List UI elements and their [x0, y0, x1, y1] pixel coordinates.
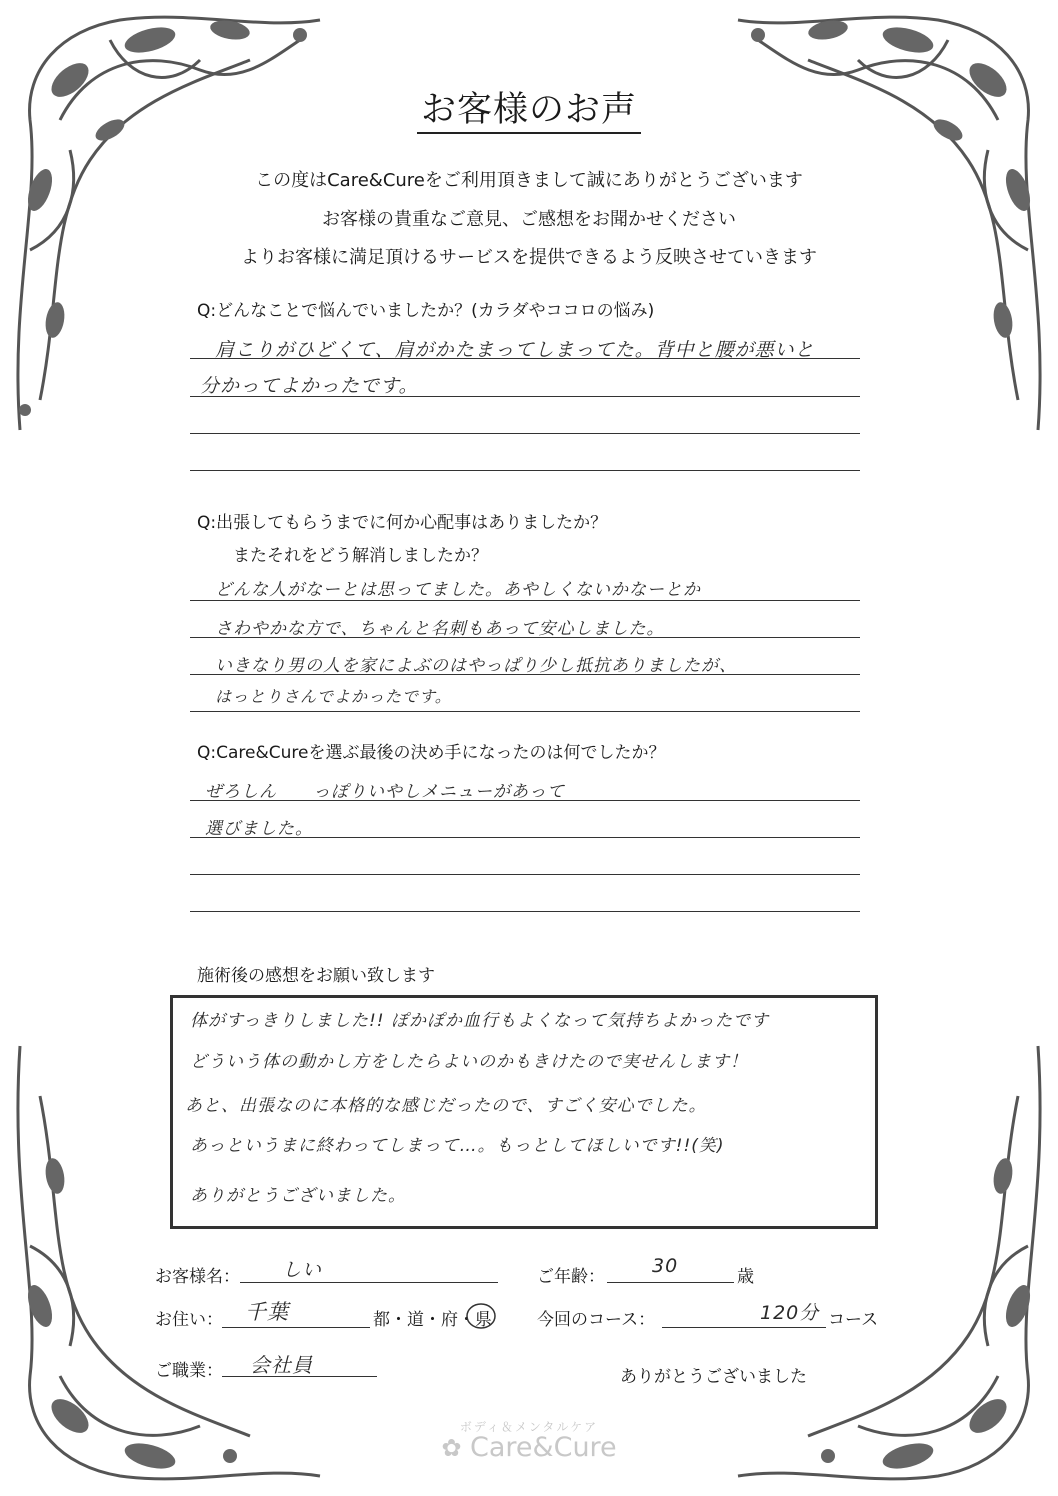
prefecture-suffix: 都・道・府・県: [373, 1310, 492, 1330]
answer-3-line-2: 選びました。: [205, 819, 313, 839]
course-suffix: コース: [828, 1310, 879, 1330]
answer-2-line-4: はっとりさんでよかったです。: [215, 687, 452, 706]
answer-3-line-1: ぜろしん っぽりいやしメニューがあって: [205, 782, 565, 802]
age-unit: 歳: [737, 1267, 754, 1287]
address-underline: [222, 1327, 370, 1328]
job-value: 会社員: [250, 1353, 313, 1377]
question-2-line-1: Q:出張してもらうまでに何か心配事はありましたか？: [197, 513, 608, 533]
page-title-text: お客様のお声: [417, 90, 641, 134]
age-underline: [607, 1282, 734, 1283]
question-1: Q:どんなことで悩んでいましたか？(カラダやココロの悩み): [197, 301, 655, 321]
answer-rule: [190, 433, 860, 434]
question-2-line-2: またそれをどう解消しましたか？: [233, 546, 488, 566]
answer-2-line-1: どんな人がなーとは思ってました。あやしくないかなーとか: [215, 580, 701, 600]
answer-rule: [190, 358, 860, 359]
answer-2-line-2: さわやかな方で、ちゃんと名刺もあって安心しました。: [215, 619, 665, 639]
logo-brand: Care&Cure: [470, 1432, 617, 1463]
answer-rule: [190, 396, 860, 397]
answer-rule: [190, 800, 860, 801]
name-value: しい: [282, 1259, 323, 1281]
impression-line-1: 体がすっきりしました!! ぽかぽか血行もよくなって気持ちよかったです: [190, 1011, 770, 1031]
intro-line-1: この度はCare&Cureをご利用頂きまして誠にありがとうございます: [255, 170, 803, 191]
answer-rule: [190, 470, 860, 471]
impression-line-4: あっというまに終わってしまって…。もっとしてほしいです!!(笑): [190, 1136, 725, 1156]
course-value: 120分: [760, 1302, 820, 1324]
thanks-text: ありがとうございました: [620, 1367, 807, 1387]
name-label: お客様名：: [155, 1267, 240, 1287]
course-label: 今回のコース：: [537, 1310, 656, 1330]
answer-rule: [190, 600, 860, 601]
name-underline: [240, 1282, 498, 1283]
answer-rule: [190, 674, 860, 675]
answer-rule: [190, 911, 860, 912]
age-value: 30: [652, 1255, 679, 1277]
logo: [0, 1432, 1058, 1463]
address-label: お住い：: [155, 1310, 223, 1330]
course-underline: [662, 1327, 826, 1328]
impression-label: 施術後の感想をお願い致します: [197, 966, 435, 986]
question-3: Q:Care&Cureを選ぶ最後の決め手になったのは何でしたか？: [197, 743, 666, 763]
logo-tagline: ボディ＆メンタルケア: [459, 1420, 599, 1434]
address-value: 千葉: [245, 1300, 289, 1324]
impression-line-2: どういう体の動かし方をしたらよいのかもきけたので実せんします！: [190, 1052, 748, 1072]
answer-rule: [190, 837, 860, 838]
prefecture-circle-mark: [465, 1301, 497, 1331]
clover-icon: ✿: [441, 1434, 462, 1462]
impression-line-5: ありがとうございました。: [190, 1186, 406, 1206]
intro-line-2: お客様の貴重なご意見、ご感想をお聞かせください: [322, 209, 736, 230]
intro-line-3: よりお客様に満足頂けるサービスを提供できるよう反映させていきます: [241, 247, 817, 268]
answer-1-line-1: 肩こりがひどくて、肩がかたまってしまってた。背中と腰が悪いと: [215, 339, 815, 361]
answer-2-line-3: いきなり男の人を家によぶのはやっぱり少し抵抗ありましたが、: [215, 656, 737, 676]
age-label: ご年齢：: [537, 1267, 605, 1287]
answer-rule: [190, 874, 860, 875]
answer-1-line-2: 分かってよかったです。: [200, 375, 419, 397]
impression-line-3: あと、出張なのに本格的な感じだったので、すごく安心でした。: [185, 1096, 707, 1116]
answer-rule: [190, 637, 860, 638]
answer-rule: [190, 711, 860, 712]
job-underline: [222, 1376, 377, 1377]
page-title: [0, 82, 1058, 132]
job-label: ご職業：: [155, 1361, 223, 1381]
